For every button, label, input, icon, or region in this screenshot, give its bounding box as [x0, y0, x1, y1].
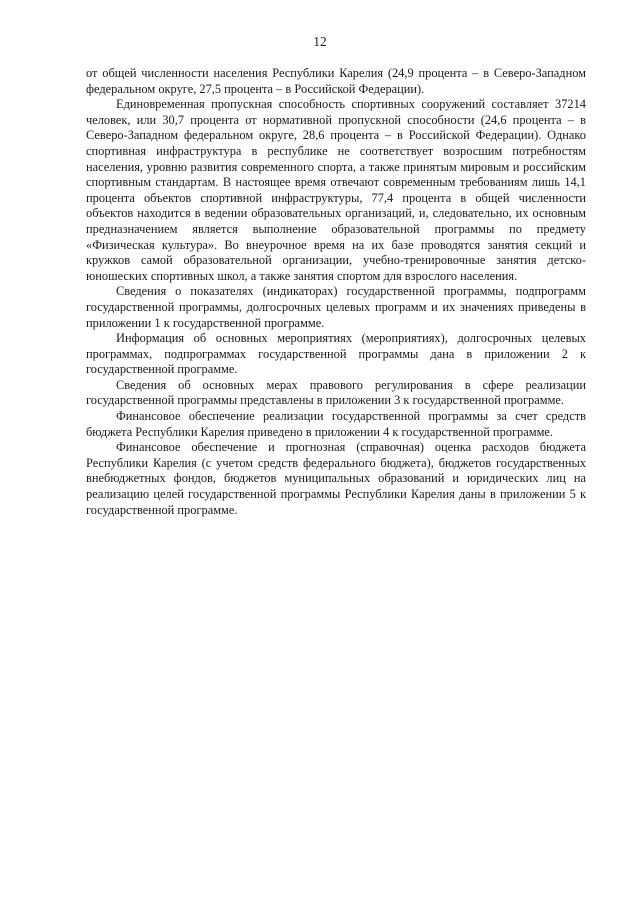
paragraph-financing: Финансовое обеспечение реализации государственной программы за счет средств бюджета Республики Карелия приведено в приложении 4 к государственной программе.: [86, 409, 586, 439]
paragraph-continuation: от общей численности населения Республики Карелия (24,9 процента – в Северо-Западном федеральном округе, 27,5 процента – в Российской Федерации).: [86, 66, 586, 96]
paragraph-forecast-financing: Финансовое обеспечение и прогнозная (справочная) оценка расходов бюджета Республики Карелия (с учетом средств федерального бюджета), бюджетов государственных внебюджетных фондов, бюджетов муниципальных образований и юридических лиц на реализацию целей государственной программы Республики Карелия даны в приложении 5 к государственной программе.: [86, 440, 586, 517]
page-number: 12: [313, 34, 327, 49]
paragraph-activities: Информация об основных мероприятиях (мероприятиях), долгосрочных целевых программах, подпрограммах государственной программы дана в приложении 2 к государственной программе.: [86, 331, 586, 377]
paragraph-sports-facilities: Единовременная пропускная способность спортивных сооружений составляет 37214 человек, или 30,7 процента от нормативной пропускной способности (24,6 процента – в Северо-Западном федеральном округе, 28,6 процента – в Российской Федерации). Однако спортивная инфраструктура в республике не соответствует возросшим потребностям населения, уровню развития современного спорта, а также принятым мировым и российским спортивным стандартам. В настоящее время отвечают современным требованиям лишь 14,1 процента объектов спортивной инфраструктуры, 77,4 процента в общей численности объектов находится в ведении образовательных организаций, и, следовательно, их основным предназначением является выполнение образовательной программы по предмету «Физическая культура». Во внеурочное время на их базе проводятся занятия секций и кружков самой образовательной организации, учебно-тренировочные занятия детско-юношеских спортивных школ, а также занятия спортом для взрослого населения.: [86, 97, 586, 283]
document-body: [86, 66, 586, 518]
paragraph-legal-regulation: Сведения об основных мерах правового регулирования в сфере реализации государственной программы представлены в приложении 3 к государственной программе.: [86, 377, 586, 408]
paragraph-indicators: Сведения о показателях (индикаторах) государственной программы, подпрограмм государственной программы, долгосрочных целевых программ и их значениях приведены в приложении 1 к государственной программе.: [86, 284, 586, 330]
